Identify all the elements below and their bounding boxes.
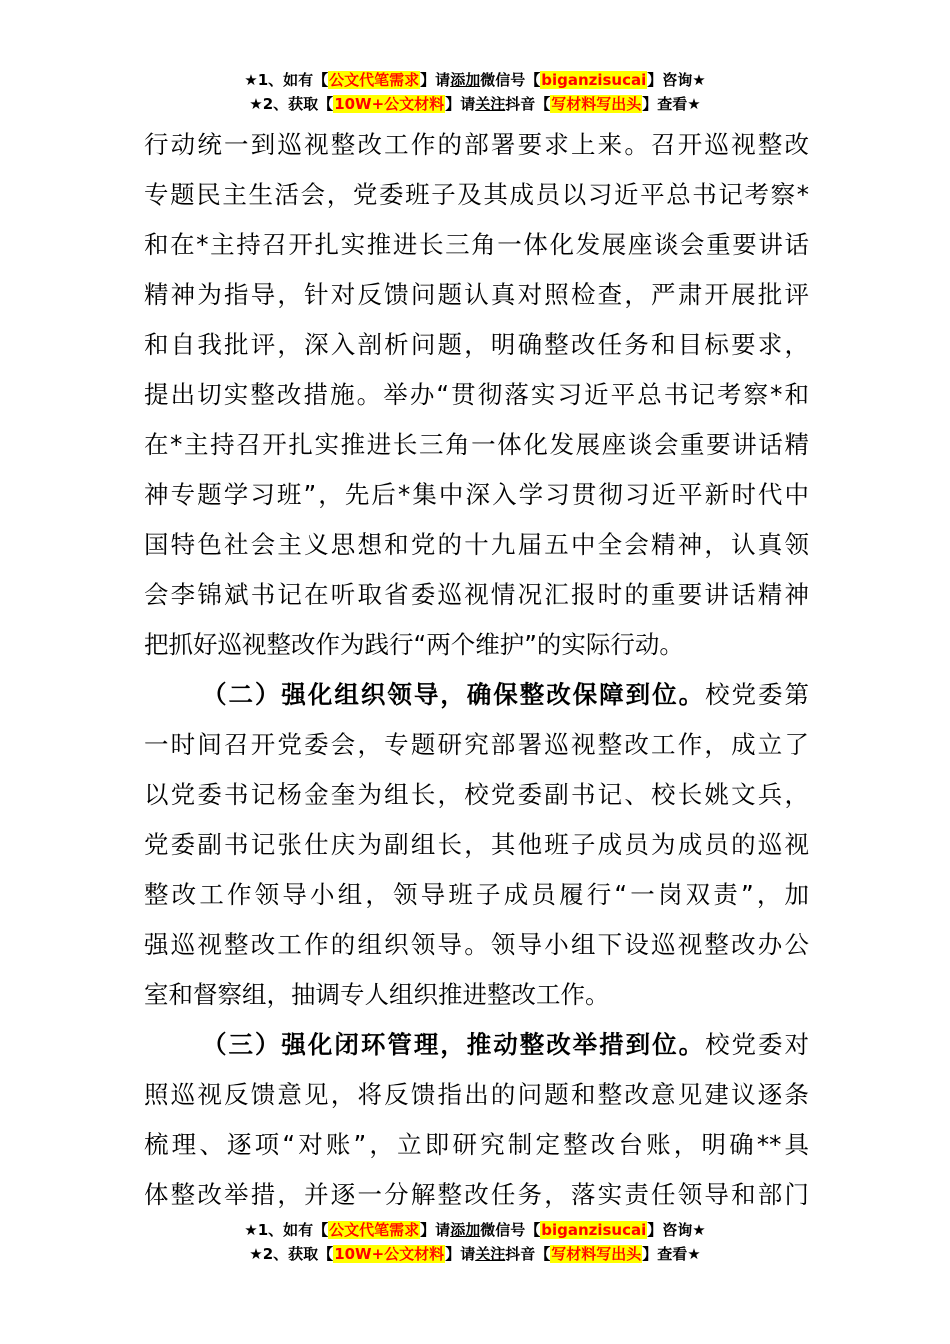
banner-highlight: 公文代笔需求 <box>329 1221 420 1239</box>
text-line: 把抓好巡视整改作为践行“两个维护”的实际行动。 <box>144 630 684 659</box>
banner-text: 】查看★ <box>642 1245 701 1263</box>
banner-highlight: biganzisucai <box>541 71 647 89</box>
section-3-first-line <box>144 1020 809 1070</box>
banner-highlight: 公文代笔需求 <box>329 71 420 89</box>
banner-text: 】查看★ <box>642 95 701 113</box>
document-body <box>144 120 809 1220</box>
banner-text: 】请 <box>420 71 451 89</box>
text-line: 精神为指导，针对反馈问题认真对照检查，严肃开展批评 <box>144 280 809 309</box>
banner-line-2 <box>0 1242 950 1266</box>
banner-line-1 <box>0 1218 950 1242</box>
text-line: 行动统一到巡视整改工作的部署要求上来。召开巡视整改 <box>144 130 809 159</box>
text-line: 以党委书记杨金奎为组长，校党委副书记、校长姚文兵， <box>144 780 809 809</box>
text-line: 党委副书记张仕庆为副组长，其他班子成员为成员的巡视 <box>144 830 809 859</box>
section-2-first-line <box>144 670 809 720</box>
banner-highlight: 10W+公文材料 <box>334 1245 445 1263</box>
banner-underlined-text: 关注 <box>475 95 506 113</box>
banner-line-1 <box>0 68 950 92</box>
text-line: 专题民主生活会，党委班子及其成员以习近平总书记考察* <box>144 180 809 209</box>
banner-text: ★2、获取【 <box>249 1245 334 1263</box>
text-line: 神专题学习班”，先后*集中深入学习贯彻习近平新时代中 <box>144 480 809 509</box>
banner-text: ★2、获取【 <box>249 95 334 113</box>
text-line: 国特色社会主义思想和党的十九届五中全会精神，认真领 <box>144 530 809 559</box>
banner-text: 】咨询★ <box>647 71 706 89</box>
section-heading: （三）强化闭环管理，推动整改举措到位。 <box>202 1030 706 1059</box>
banner-highlight: 写材料写出头 <box>551 95 642 113</box>
banner-line-2 <box>0 92 950 116</box>
text-line: 强巡视整改工作的组织领导。领导小组下设巡视整改办公 <box>144 930 809 959</box>
banner-underlined-text: 关注 <box>475 1245 506 1263</box>
banner-highlight: biganzisucai <box>541 1221 647 1239</box>
banner-text: ★1、如有【 <box>244 1221 329 1239</box>
footer-banner <box>0 1218 950 1266</box>
text-line: 室和督察组，抽调专人组织推进整改工作。 <box>144 980 610 1009</box>
banner-text: 微信号【 <box>480 71 541 89</box>
text-line: 照巡视反馈意见，将反馈指出的问题和整改意见建议逐条 <box>144 1080 809 1109</box>
banner-underlined-text: 添加 <box>450 1221 481 1239</box>
text-line: 和自我批评，深入剖析问题，明确整改任务和目标要求， <box>144 330 809 359</box>
banner-text: 抖音【 <box>505 1245 551 1263</box>
banner-underlined-text: 添加 <box>450 71 481 89</box>
text-span: 校党委对 <box>705 1030 810 1059</box>
banner-highlight: 写材料写出头 <box>551 1245 642 1263</box>
text-line: 在*主持召开扎实推进长三角一体化发展座谈会重要讲话精 <box>144 430 809 459</box>
banner-text: 】请 <box>445 95 476 113</box>
text-line: 一时间召开党委会，专题研究部署巡视整改工作，成立了 <box>144 730 809 759</box>
text-line: 和在*主持召开扎实推进长三角一体化发展座谈会重要讲话 <box>144 230 809 259</box>
banner-text: ★1、如有【 <box>244 71 329 89</box>
banner-text: 】咨询★ <box>647 1221 706 1239</box>
banner-text: 】请 <box>445 1245 476 1263</box>
banner-highlight: 10W+公文材料 <box>334 95 445 113</box>
banner-text: 微信号【 <box>480 1221 541 1239</box>
text-line: 提出切实整改措施。举办“贯彻落实习近平总书记考察*和 <box>144 380 809 409</box>
text-line: 体整改举措，并逐一分解整改任务，落实责任领导和部门 <box>144 1180 809 1209</box>
text-line: 梳理、逐项“对账”，立即研究制定整改台账，明确**具 <box>144 1130 809 1159</box>
banner-text: 抖音【 <box>505 95 551 113</box>
banner-text: 】请 <box>420 1221 451 1239</box>
header-banner <box>0 68 950 116</box>
text-line: 整改工作领导小组，领导班子成员履行“一岗双责”，加 <box>144 880 809 909</box>
section-heading: （二）强化组织领导，确保整改保障到位。 <box>202 680 706 709</box>
text-line: 会李锦斌书记在听取省委巡视情况汇报时的重要讲话精神 <box>144 580 809 609</box>
text-span: 校党委第 <box>705 680 810 709</box>
